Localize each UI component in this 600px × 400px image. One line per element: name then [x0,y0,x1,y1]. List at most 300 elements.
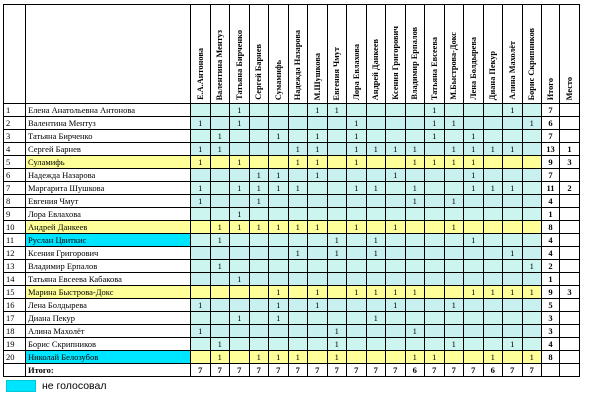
vote-cell [444,130,464,143]
vote-cell: 1 [327,351,347,364]
vote-cell [308,312,328,325]
vote-cell [386,260,406,273]
totals-place-cell [560,364,580,377]
vote-cell [522,221,542,234]
vote-cell [386,195,406,208]
vote-cell: 1 [425,117,445,130]
vote-cell [269,104,289,117]
place-cell: 1 [560,143,580,156]
vote-cell: 1 [522,286,542,299]
vote-cell [386,273,406,286]
vote-cell: 1 [405,195,425,208]
vote-cell [483,234,503,247]
row-number-cell: 20 [4,351,26,364]
vote-cell [249,234,269,247]
vote-cell [347,104,367,117]
vote-cell [191,130,211,143]
vote-cell: 1 [483,182,503,195]
vote-cell [230,286,250,299]
vote-cell: 1 [210,221,230,234]
vote-cell: 1 [444,117,464,130]
vote-cell: 1 [288,351,308,364]
column-header [425,5,445,104]
vote-cell [405,208,425,221]
vote-cell [483,130,503,143]
vote-cell [522,273,542,286]
vote-cell [347,195,367,208]
vote-cell: 1 [347,130,367,143]
voting-results-table [3,4,580,377]
vote-cell [386,117,406,130]
vote-cell: 1 [347,143,367,156]
vote-cell [464,117,484,130]
vote-cell: 1 [444,299,464,312]
vote-cell [464,299,484,312]
vote-cell [386,130,406,143]
vote-cell: 1 [230,104,250,117]
vote-cell [347,260,367,273]
vote-cell: 1 [444,338,464,351]
column-header [503,5,523,104]
row-number-cell: 5 [4,156,26,169]
vote-cell [249,273,269,286]
column-header-label: Андрей Данкеев [371,38,381,100]
vote-cell [249,117,269,130]
vote-cell [464,351,484,364]
vote-cell: 1 [308,286,328,299]
vote-cell [503,260,523,273]
participant-name-cell: Елена Анатольевна Антонова [26,104,191,117]
vote-cell [464,247,484,260]
total-cell: 8 [542,351,560,364]
vote-cell: 1 [386,299,406,312]
row-number-cell: 12 [4,247,26,260]
place-cell [560,169,580,182]
place-cell [560,208,580,221]
vote-cell: 1 [327,234,347,247]
vote-cell: 1 [308,156,328,169]
vote-cell: 1 [191,143,211,156]
vote-cell: 1 [249,351,269,364]
vote-cell [425,273,445,286]
column-header [522,5,542,104]
participant-name-cell: Татьяна Бирченко [26,130,191,143]
totals-value-cell: 7 [191,364,211,377]
column-header-label: Надежда Назарова [293,29,303,100]
vote-cell [386,338,406,351]
participant-name-cell: Сергей Барнев [26,143,191,156]
vote-cell [249,247,269,260]
vote-cell [347,273,367,286]
vote-cell [366,260,386,273]
vote-cell: 1 [444,195,464,208]
vote-cell: 1 [464,130,484,143]
vote-cell [269,143,289,156]
vote-cell [327,143,347,156]
table-row [4,104,580,117]
place-cell [560,117,580,130]
vote-cell: 1 [366,234,386,247]
column-header [483,5,503,104]
table-row [4,260,580,273]
vote-cell [503,312,523,325]
vote-cell [366,195,386,208]
total-cell: 5 [542,299,560,312]
vote-cell: 1 [230,208,250,221]
vote-cell [210,169,230,182]
table-row [4,338,580,351]
vote-cell [386,234,406,247]
vote-cell [522,156,542,169]
vote-cell: 1 [288,247,308,260]
column-header [386,5,406,104]
vote-cell [210,312,230,325]
vote-cell: 1 [269,299,289,312]
column-header-label: Борис Скрипников [527,27,537,100]
vote-cell: 1 [210,143,230,156]
vote-cell [191,260,211,273]
vote-cell: 1 [210,351,230,364]
vote-cell: 1 [249,169,269,182]
participant-name-cell: Валентина Ментуз [26,117,191,130]
place-cell [560,312,580,325]
vote-cell [366,299,386,312]
totals-number-cell [4,364,26,377]
vote-cell [288,130,308,143]
vote-cell: 1 [522,117,542,130]
vote-cell: 1 [483,286,503,299]
table-row [4,247,580,260]
vote-cell [366,325,386,338]
vote-cell: 1 [503,104,523,117]
vote-cell [522,338,542,351]
vote-cell [210,273,230,286]
vote-cell: 1 [191,117,211,130]
column-header [464,5,484,104]
participant-name-cell: Лена Болдырева [26,299,191,312]
totals-label-cell: Итого: [26,364,191,377]
vote-cell [386,208,406,221]
vote-cell: 1 [386,143,406,156]
vote-cell [230,130,250,143]
column-header-label: Диана Пекур [488,50,498,100]
vote-cell [347,299,367,312]
column-header [230,5,250,104]
vote-cell [503,169,523,182]
column-header [405,5,425,104]
totals-row [4,364,580,377]
vote-cell: 1 [308,130,328,143]
vote-cell [366,156,386,169]
vote-cell [327,286,347,299]
table-row [4,299,580,312]
vote-cell [464,338,484,351]
vote-cell [425,286,445,299]
vote-cell: 1 [288,156,308,169]
row-number-cell: 1 [4,104,26,117]
total-cell: 1 [542,208,560,221]
vote-cell [405,130,425,143]
place-cell [560,260,580,273]
vote-cell [386,247,406,260]
totals-value-cell: 7 [288,364,308,377]
table-row [4,182,580,195]
vote-cell [464,312,484,325]
row-number-cell: 13 [4,260,26,273]
vote-cell [230,299,250,312]
vote-cell [210,247,230,260]
vote-cell [308,273,328,286]
participant-name-cell: Борис Скрипников [26,338,191,351]
vote-cell [366,117,386,130]
vote-cell [347,312,367,325]
vote-cell: 1 [191,156,211,169]
participant-name-cell: Николай Белозубов [26,351,191,364]
column-header-label: Лора Евлахова [351,43,361,100]
vote-cell: 1 [230,182,250,195]
vote-cell [483,104,503,117]
vote-cell [464,195,484,208]
table-row [4,286,580,299]
vote-cell [444,208,464,221]
vote-cell: 1 [503,182,523,195]
vote-cell [425,221,445,234]
vote-cell [386,312,406,325]
totals-value-cell: 7 [308,364,328,377]
total-cell: 4 [542,247,560,260]
column-header-label: Татьяна Бирченко [234,30,244,100]
totals-value-cell: 7 [522,364,542,377]
vote-cell [503,299,523,312]
vote-cell: 1 [366,286,386,299]
participant-name-cell: Татьяна Евсеева Кабакова [26,273,191,286]
vote-cell [191,286,211,299]
table-row [4,221,580,234]
vote-cell [210,195,230,208]
vote-cell [483,299,503,312]
vote-cell [425,260,445,273]
total-cell: 8 [542,221,560,234]
totals-value-cell: 7 [366,364,386,377]
vote-cell [444,273,464,286]
vote-cell [366,338,386,351]
vote-cell [288,260,308,273]
vote-cell [288,299,308,312]
table-row [4,325,580,338]
vote-cell: 1 [425,104,445,117]
table-row [4,208,580,221]
vote-cell [230,247,250,260]
place-cell: 2 [560,182,580,195]
column-header-label: Е.А.Антонова [195,48,205,100]
vote-cell [483,117,503,130]
vote-cell [503,117,523,130]
place-cell [560,221,580,234]
vote-cell [522,299,542,312]
participant-name-cell: Лора Евлахова [26,208,191,221]
row-number-cell: 3 [4,130,26,143]
vote-cell [269,208,289,221]
vote-cell [327,156,347,169]
table-row [4,117,580,130]
total-cell: 6 [542,117,560,130]
place-cell: 3 [560,156,580,169]
vote-cell [230,351,250,364]
vote-cell [522,104,542,117]
table-row [4,143,580,156]
vote-cell: 1 [269,312,289,325]
vote-cell: 1 [444,143,464,156]
vote-cell [327,312,347,325]
place-cell [560,104,580,117]
vote-cell [405,273,425,286]
place-cell [560,234,580,247]
vote-cell [425,182,445,195]
vote-cell: 1 [522,260,542,273]
vote-cell [308,260,328,273]
vote-cell [191,169,211,182]
vote-cell: 1 [230,117,250,130]
vote-cell [210,104,230,117]
vote-cell: 1 [405,286,425,299]
total-header-label: Итого [546,77,555,100]
header-number-cell [4,5,26,104]
vote-cell [191,234,211,247]
vote-cell [386,351,406,364]
place-cell [560,338,580,351]
place-cell [560,195,580,208]
column-header [269,5,289,104]
vote-cell: 1 [347,286,367,299]
vote-cell [249,325,269,338]
column-header-label: Сергей Барнев [254,44,264,100]
vote-cell: 1 [269,351,289,364]
vote-cell [405,260,425,273]
vote-cell: 1 [425,351,445,364]
vote-cell [522,247,542,260]
vote-cell: 1 [288,221,308,234]
vote-cell [464,104,484,117]
participant-name-cell: Ксения Григорович [26,247,191,260]
vote-cell: 1 [210,260,230,273]
vote-cell: 1 [191,195,211,208]
totals-value-cell: 7 [386,364,406,377]
total-cell: 11 [542,182,560,195]
vote-cell [522,312,542,325]
vote-cell [308,351,328,364]
column-header [347,5,367,104]
vote-cell: 1 [327,247,347,260]
vote-cell [503,234,523,247]
vote-cell [483,195,503,208]
vote-cell [210,208,230,221]
header-name-cell [26,5,191,104]
vote-cell: 1 [464,156,484,169]
vote-cell [386,156,406,169]
vote-cell [249,208,269,221]
vote-cell [269,273,289,286]
participant-name-cell: Суламифь [26,156,191,169]
vote-cell [405,169,425,182]
column-header [308,5,328,104]
vote-cell: 1 [230,221,250,234]
totals-value-cell: 7 [503,364,523,377]
table-row [4,130,580,143]
vote-cell: 1 [405,182,425,195]
vote-cell [269,247,289,260]
vote-cell [191,208,211,221]
place-cell [560,299,580,312]
vote-cell [483,221,503,234]
vote-cell [464,221,484,234]
vote-cell: 1 [366,312,386,325]
vote-cell: 1 [230,312,250,325]
vote-cell: 1 [386,286,406,299]
vote-cell [425,299,445,312]
vote-cell [288,104,308,117]
vote-cell [308,208,328,221]
totals-total-cell [542,364,560,377]
vote-cell: 1 [347,182,367,195]
vote-cell [405,338,425,351]
column-header [191,5,211,104]
row-number-cell: 18 [4,325,26,338]
vote-cell [366,130,386,143]
vote-cell [230,195,250,208]
vote-cell [249,156,269,169]
vote-cell: 1 [503,143,523,156]
column-header [444,5,464,104]
participant-name-cell: Маргарита Шушкова [26,182,191,195]
vote-cell [425,143,445,156]
vote-cell [269,195,289,208]
vote-cell [249,143,269,156]
vote-cell: 1 [269,130,289,143]
vote-cell: 1 [386,169,406,182]
place-cell [560,325,580,338]
column-header-label: Алина Махолёт [507,41,517,100]
participant-name-cell: Владимир Ерпалов [26,260,191,273]
totals-value-cell: 6 [405,364,425,377]
vote-cell [405,104,425,117]
vote-cell: 1 [405,156,425,169]
vote-cell [327,182,347,195]
vote-cell [191,312,211,325]
vote-cell [210,182,230,195]
vote-cell: 1 [405,325,425,338]
vote-cell [386,325,406,338]
vote-cell: 1 [347,221,367,234]
vote-cell: 1 [503,286,523,299]
vote-cell [503,130,523,143]
vote-cell [327,260,347,273]
vote-cell: 1 [308,169,328,182]
vote-cell [288,169,308,182]
vote-cell: 1 [483,143,503,156]
vote-cell: 1 [308,104,328,117]
vote-cell: 1 [269,286,289,299]
vote-cell: 1 [191,325,211,338]
vote-cell: 1 [464,169,484,182]
vote-cell: 1 [483,351,503,364]
legend [6,377,106,395]
vote-cell [405,117,425,130]
row-number-cell: 19 [4,338,26,351]
table-row [4,234,580,247]
vote-cell: 1 [308,143,328,156]
participant-name-cell: Евгения Чмут [26,195,191,208]
vote-cell [503,156,523,169]
